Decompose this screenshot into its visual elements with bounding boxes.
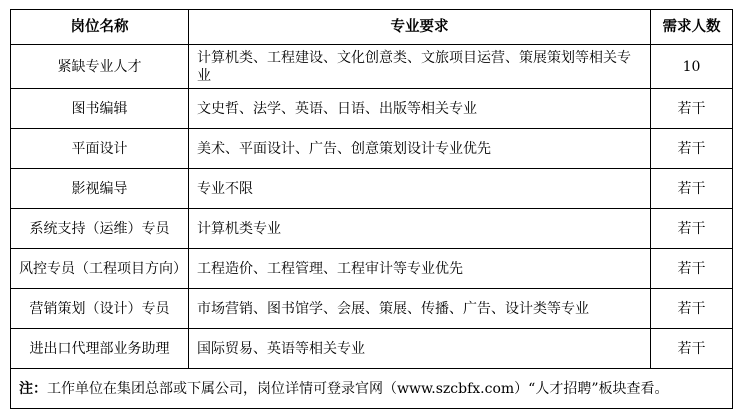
table-row bbox=[11, 169, 733, 209]
table-row bbox=[11, 89, 733, 129]
position-cell: 营销策划（设计）专员 bbox=[11, 289, 189, 329]
count-cell: 若干 bbox=[651, 129, 733, 169]
table-row bbox=[11, 129, 733, 169]
count-cell: 若干 bbox=[651, 89, 733, 129]
note-text: 工作单位在集团总部或下属公司，岗位详情可登录官网（www.szcbfx.com）“人才招聘”板块查看。 bbox=[47, 380, 669, 397]
count-cell: 若干 bbox=[651, 289, 733, 329]
requirement-cell: 市场营销、图书馆学、会展、策展、传播、广告、设计类等专业 bbox=[189, 289, 651, 329]
table-row bbox=[11, 289, 733, 329]
count-cell: 10 bbox=[651, 45, 733, 89]
header-position: 岗位名称 bbox=[11, 10, 189, 45]
count-cell: 若干 bbox=[651, 169, 733, 209]
table-row bbox=[11, 209, 733, 249]
table-row bbox=[11, 45, 733, 89]
position-cell: 系统支持（运维）专员 bbox=[11, 209, 189, 249]
count-cell: 若干 bbox=[651, 249, 733, 289]
requirement-cell: 专业不限 bbox=[189, 169, 651, 209]
table-header-row bbox=[11, 10, 733, 45]
note-cell bbox=[11, 369, 733, 409]
note-row bbox=[11, 369, 733, 409]
header-requirement: 专业要求 bbox=[189, 10, 651, 45]
recruitment-table-container bbox=[10, 9, 732, 409]
requirement-cell: 计算机类、工程建设、文化创意类、文旅项目运营、策展策划等相关专业 bbox=[189, 45, 651, 89]
recruitment-table bbox=[10, 9, 733, 409]
position-cell: 图书编辑 bbox=[11, 89, 189, 129]
header-count: 需求人数 bbox=[651, 10, 733, 45]
count-cell: 若干 bbox=[651, 209, 733, 249]
position-cell: 平面设计 bbox=[11, 129, 189, 169]
table-row bbox=[11, 329, 733, 369]
count-cell: 若干 bbox=[651, 329, 733, 369]
table-row bbox=[11, 249, 733, 289]
requirement-cell: 工程造价、工程管理、工程审计等专业优先 bbox=[189, 249, 651, 289]
position-cell: 风控专员（工程项目方向） bbox=[11, 249, 189, 289]
requirement-cell: 美术、平面设计、广告、创意策划设计专业优先 bbox=[189, 129, 651, 169]
requirement-cell: 计算机类专业 bbox=[189, 209, 651, 249]
note-label: 注： bbox=[19, 380, 47, 397]
requirement-cell: 文史哲、法学、英语、日语、出版等相关专业 bbox=[189, 89, 651, 129]
position-cell: 影视编导 bbox=[11, 169, 189, 209]
position-cell: 进出口代理部业务助理 bbox=[11, 329, 189, 369]
requirement-cell: 国际贸易、英语等相关专业 bbox=[189, 329, 651, 369]
position-cell: 紧缺专业人才 bbox=[11, 45, 189, 89]
